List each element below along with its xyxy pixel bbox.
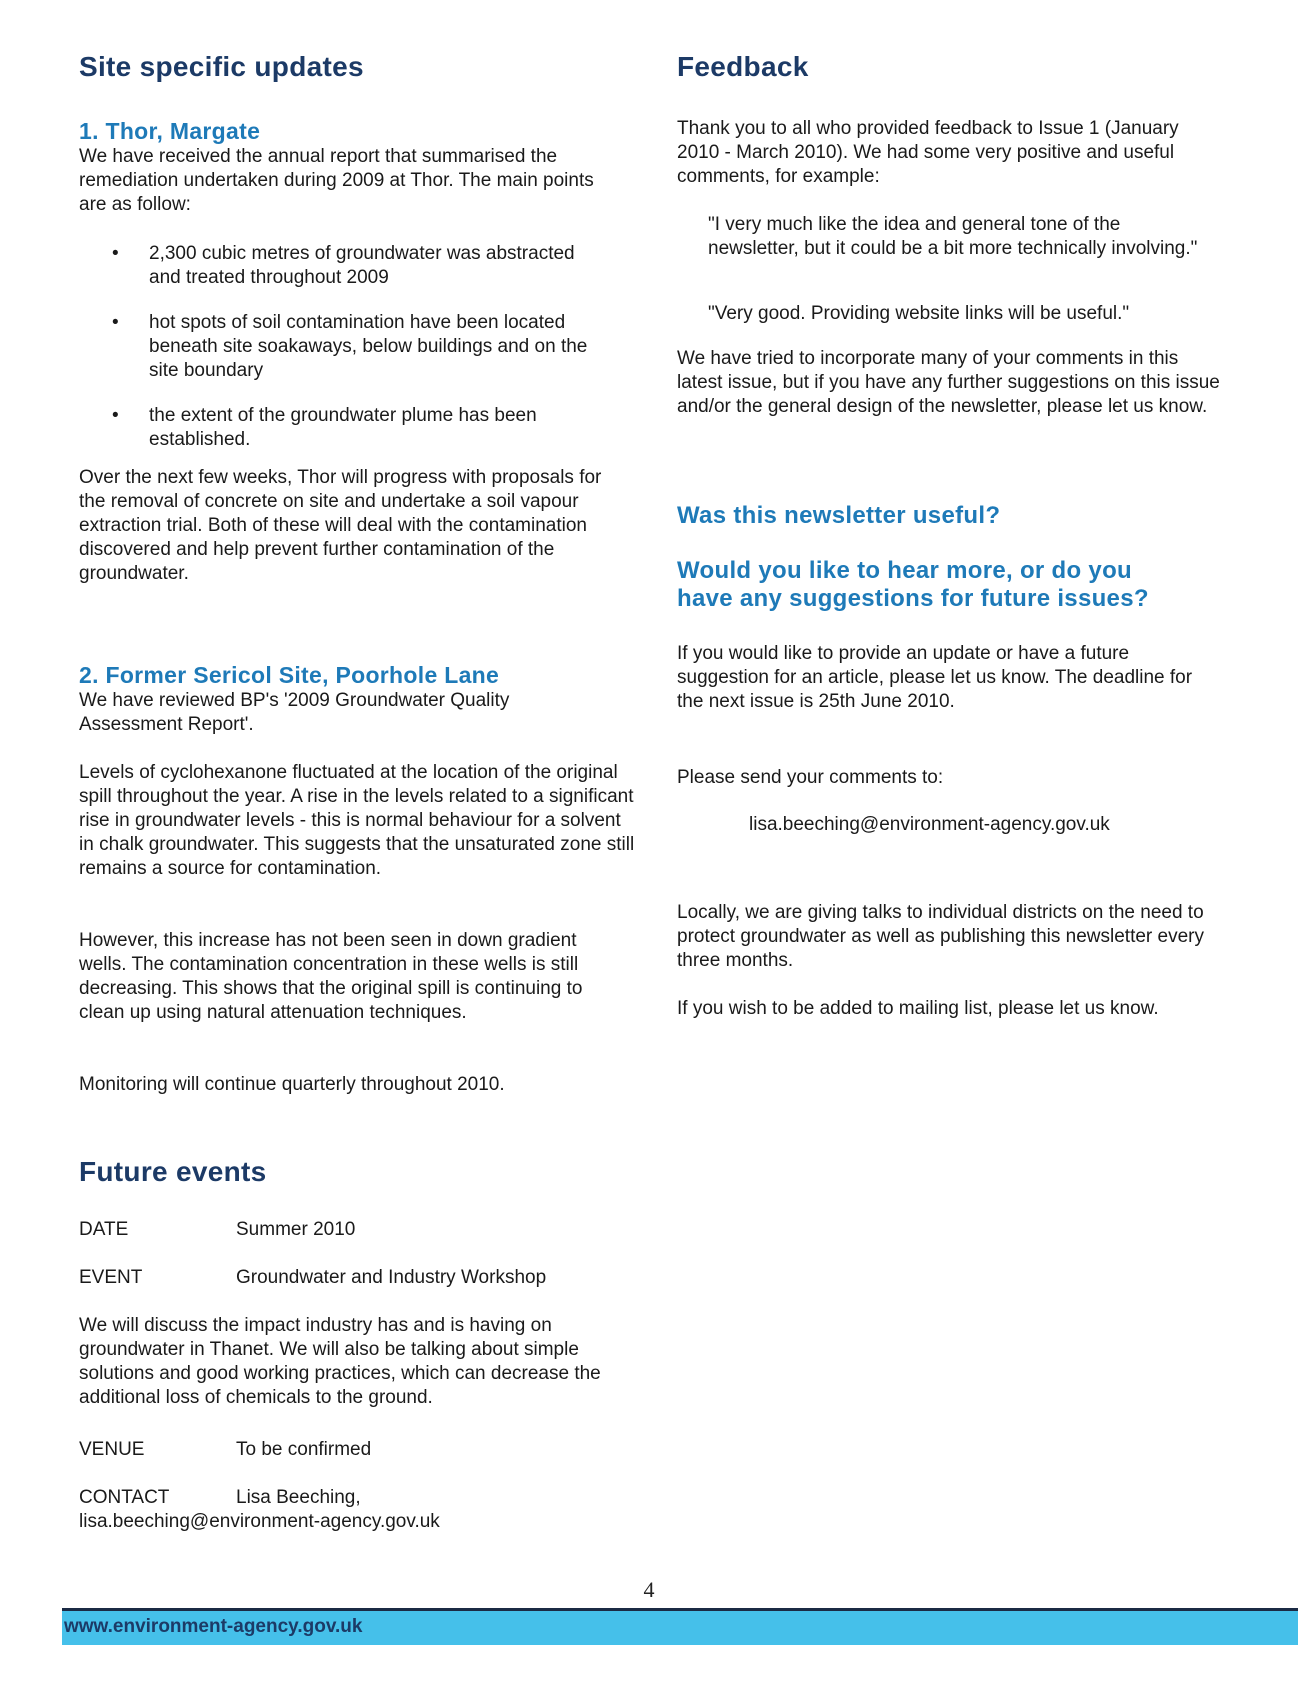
feedback-quote-2: "Very good. Providing website links will be useful." <box>708 303 1130 324</box>
bullet-icon: • <box>112 312 119 333</box>
sericol-p4: Monitoring will continue quarterly throughout 2010. <box>79 1074 505 1095</box>
date-value: Summer 2010 <box>236 1219 356 1240</box>
more-heading-line1: Would you like to hear more, or do you <box>677 557 1133 584</box>
sericol-p2: Levels of cyclohexanone fluctuated at the location of the original spill throughout the year. A rise in the levels related to a significant rise in groundwater levels - this is normal behaviour for a solvent in chalk groundwater. This suggests that the unsaturated zone still remains a source for contamination. <box>79 762 635 879</box>
event-contact-row <box>79 1486 361 1510</box>
contact-email[interactable]: lisa.beeching@environment-agency.gov.uk <box>79 1511 440 1532</box>
thor-heading: 1. Thor, Margate <box>79 118 261 144</box>
future-events-title: Future events <box>79 1156 267 1187</box>
event-label: EVENT <box>79 1267 143 1288</box>
sericol-p3: However, this increase has not been seen in down gradient wells. The contamination concentration in these wells is still decreasing. This shows that the original spill is continuing to clean up using natural attenuation techniques. <box>79 930 583 1023</box>
bullet-text: 2,300 cubic metres of groundwater was abstracted and treated throughout 2009 <box>149 243 575 288</box>
thor-intro: We have received the annual report that summarised the remediation undertaken during 2009 at Thor. The main points are as follow: <box>79 146 594 215</box>
event-value: Groundwater and Industry Workshop <box>236 1267 547 1288</box>
venue-label: VENUE <box>79 1439 145 1460</box>
feedback-outro: We have tried to incorporate many of your comments in this latest issue, but if you have any further suggestions on this issue and/or the general design of the newsletter, please let us know. <box>677 348 1220 417</box>
thor-bullet-list <box>79 242 599 473</box>
event-description: We will discuss the impact industry has and is having on groundwater in Thanet. We will also be talking about simple solutions and good working practices, which can decrease the additional loss of chemicals to the ground. <box>79 1315 601 1408</box>
bullet-icon: • <box>112 243 119 264</box>
event-name-row <box>79 1266 546 1290</box>
bullet-icon: • <box>112 405 119 426</box>
list-item <box>79 404 599 452</box>
feedback-email[interactable]: lisa.beeching@environment-agency.gov.uk <box>749 814 1110 835</box>
feedback-title: Feedback <box>677 51 809 82</box>
venue-value: To be confirmed <box>236 1439 372 1460</box>
sericol-heading: 2. Former Sericol Site, Poorhole Lane <box>79 662 500 688</box>
sericol-p1: We have reviewed BP's '2009 Groundwater Quality Assessment Report'. <box>79 690 510 735</box>
event-date-row <box>79 1218 355 1242</box>
contact-label: CONTACT <box>79 1487 170 1508</box>
send-comments-text: Please send your comments to: <box>677 767 944 788</box>
talks-text: Locally, we are giving talks to individual districts on the need to protect groundwater as well as publishing this newsletter every three months. <box>677 902 1204 971</box>
update-text: If you would like to provide an update or have a future suggestion for an article, please let us know. The deadline for the next issue is 25th June 2010. <box>677 643 1193 712</box>
bullet-text: hot spots of soil contamination have been located beneath site soakaways, below buildings and on the site boundary <box>149 312 588 381</box>
list-item <box>79 311 599 383</box>
feedback-quote-1: "I very much like the idea and general tone of the newsletter, but it could be a bit more technically involving." <box>708 214 1198 259</box>
feedback-intro: Thank you to all who provided feedback to Issue 1 (January 2010 - March 2010). We had some very positive and useful comments, for example: <box>677 118 1179 187</box>
footer-url[interactable]: www.environment-agency.gov.uk <box>64 1616 363 1637</box>
site-updates-title: Site specific updates <box>79 51 364 82</box>
event-venue-row <box>79 1438 371 1462</box>
footer-bar <box>62 1608 1298 1645</box>
bullet-text: the extent of the groundwater plume has been established. <box>149 405 537 450</box>
page-number: 4 <box>643 1577 655 1602</box>
more-heading-line2: have any suggestions for future issues? <box>677 585 1149 612</box>
contact-value: Lisa Beeching, <box>236 1487 361 1508</box>
date-label: DATE <box>79 1219 129 1240</box>
list-item <box>79 242 599 290</box>
useful-heading: Was this newsletter useful? <box>677 502 1001 529</box>
mailing-list-text: If you wish to be added to mailing list, please let us know. <box>677 998 1159 1019</box>
thor-followup: Over the next few weeks, Thor will progress with proposals for the removal of concrete on site and undertake a soil vapour extraction trial. Both of these will deal with the contamination discovered and help prevent further contamination of the groundwater. <box>79 467 602 584</box>
